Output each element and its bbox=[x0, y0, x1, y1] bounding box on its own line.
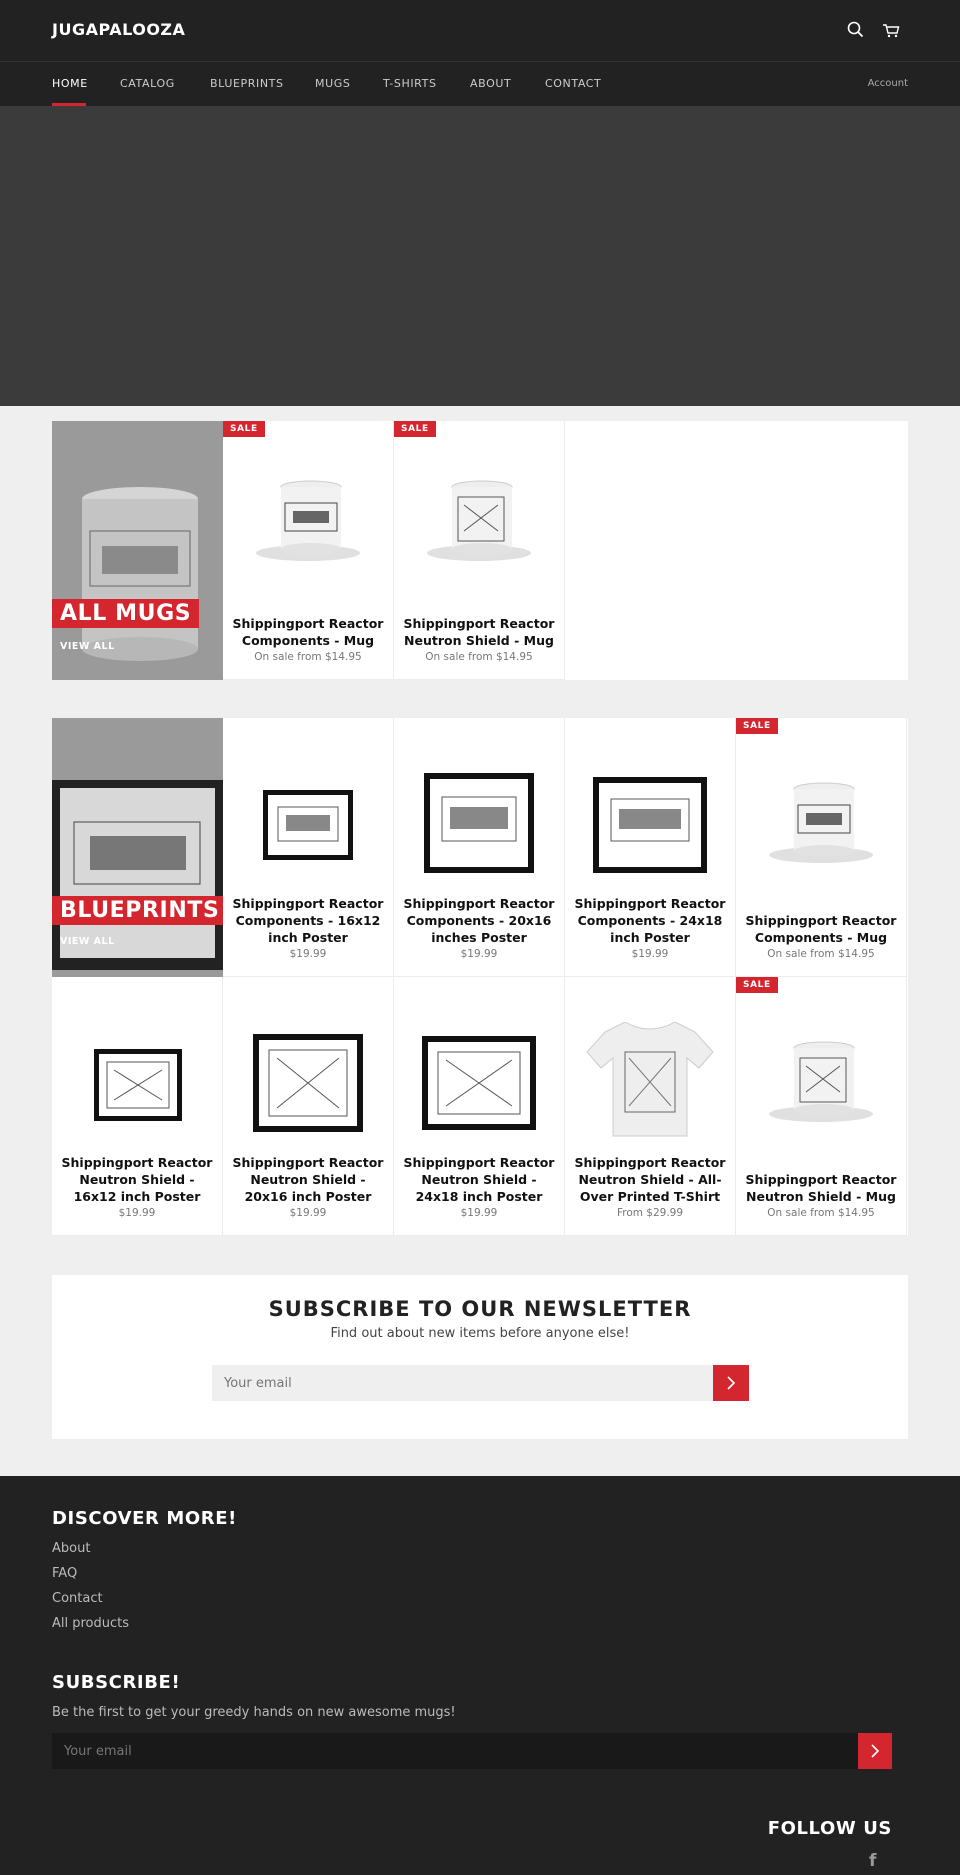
mug-image bbox=[736, 1032, 907, 1162]
poster-image bbox=[394, 1022, 565, 1152]
site-footer bbox=[0, 1476, 960, 1875]
facebook-icon[interactable]: f bbox=[869, 1851, 877, 1871]
product-title[interactable]: Shippingport Reactor Neutron Shield - 16x12 inch Poster bbox=[61, 1155, 213, 1204]
mugs-collection bbox=[52, 421, 908, 680]
nav-tshirts[interactable]: T-SHIRTS bbox=[383, 77, 437, 90]
blueprints-collection bbox=[52, 718, 908, 1236]
blueprints-view-all[interactable]: VIEW ALL bbox=[60, 936, 115, 947]
footer-email-input[interactable] bbox=[52, 1733, 859, 1769]
sale-badge: SALE bbox=[394, 421, 436, 437]
poster-image bbox=[223, 763, 394, 893]
subscribe-title: SUBSCRIBE! bbox=[52, 1672, 181, 1693]
nav-blueprints[interactable]: BLUEPRINTS bbox=[210, 77, 284, 90]
sale-badge: SALE bbox=[736, 718, 778, 734]
nav-contact[interactable]: CONTACT bbox=[545, 77, 602, 90]
mug-image bbox=[736, 773, 907, 903]
product-price: From $29.99 bbox=[616, 1207, 684, 1219]
product-card[interactable] bbox=[223, 977, 394, 1236]
product-price: $19.99 bbox=[289, 948, 327, 960]
newsletter-subtitle: Find out about new items before anyone else! bbox=[330, 1326, 630, 1341]
product-title[interactable]: Shippingport Reactor Neutron Shield - Mug bbox=[745, 1172, 897, 1204]
poster-image bbox=[223, 1022, 394, 1152]
product-card[interactable] bbox=[736, 977, 907, 1236]
nav-catalog[interactable]: CATALOG bbox=[120, 77, 175, 90]
newsletter-title: SUBSCRIBE TO OUR NEWSLETTER bbox=[268, 1297, 692, 1321]
product-card[interactable] bbox=[394, 718, 565, 977]
cart-icon[interactable] bbox=[880, 19, 902, 41]
product-title[interactable]: Shippingport Reactor Components - Mug bbox=[745, 913, 897, 945]
product-title[interactable]: Shippingport Reactor Components - 16x12 inch Poster bbox=[232, 896, 384, 945]
product-price: On sale from $14.95 bbox=[767, 1207, 875, 1219]
chevron-right-icon bbox=[858, 1733, 892, 1769]
poster-image bbox=[565, 763, 736, 893]
product-title[interactable]: Shippingport Reactor Neutron Shield - 20x16 inch Poster bbox=[232, 1155, 384, 1204]
product-card[interactable] bbox=[394, 977, 565, 1236]
subscribe-text: Be the first to get your greedy hands on new awesome mugs! bbox=[52, 1705, 456, 1720]
sale-badge: SALE bbox=[736, 977, 778, 993]
product-card[interactable] bbox=[565, 977, 736, 1236]
product-title[interactable]: Shippingport Reactor Neutron Shield - All-Over Printed T-Shirt bbox=[574, 1155, 726, 1204]
nav-home[interactable]: HOME bbox=[52, 77, 88, 90]
account-link[interactable]: Account bbox=[867, 78, 908, 89]
footer-link-about[interactable]: About bbox=[52, 1541, 91, 1556]
footer-link-faq[interactable]: FAQ bbox=[52, 1566, 78, 1581]
blueprints-feature-tile[interactable] bbox=[52, 718, 223, 977]
discover-title: DISCOVER MORE! bbox=[52, 1508, 237, 1529]
product-title[interactable]: Shippingport Reactor Neutron Shield - Mug bbox=[403, 616, 555, 648]
product-card[interactable] bbox=[394, 421, 565, 680]
search-icon[interactable] bbox=[845, 19, 867, 41]
mug-image bbox=[394, 471, 565, 601]
follow-us-title: FOLLOW US bbox=[767, 1818, 892, 1839]
footer-link-contact[interactable]: Contact bbox=[52, 1591, 103, 1606]
nav-about[interactable]: ABOUT bbox=[470, 77, 512, 90]
product-card[interactable] bbox=[223, 718, 394, 977]
product-card[interactable] bbox=[52, 977, 223, 1236]
product-price: On sale from $14.95 bbox=[254, 651, 362, 663]
mugs-collection-title: ALL MUGS bbox=[52, 599, 199, 628]
product-price: $19.99 bbox=[631, 948, 669, 960]
site-header bbox=[0, 0, 960, 62]
main-nav bbox=[0, 62, 960, 106]
footer-link-all-products[interactable]: All products bbox=[52, 1616, 130, 1631]
tshirt-image bbox=[565, 1022, 736, 1152]
product-title[interactable]: Shippingport Reactor Components - 20x16 inches Poster bbox=[403, 896, 555, 945]
mug-image bbox=[223, 471, 394, 601]
product-card[interactable] bbox=[736, 718, 907, 977]
product-price: $19.99 bbox=[460, 948, 498, 960]
product-price: On sale from $14.95 bbox=[425, 651, 533, 663]
poster-image bbox=[394, 763, 565, 893]
blueprints-collection-title: BLUEPRINTS bbox=[52, 896, 223, 925]
product-price: $19.99 bbox=[289, 1207, 327, 1219]
footer-subscribe-button[interactable] bbox=[858, 1733, 892, 1769]
product-price: $19.99 bbox=[118, 1207, 156, 1219]
product-card[interactable] bbox=[223, 421, 394, 680]
product-price: $19.99 bbox=[460, 1207, 498, 1219]
mugs-view-all[interactable]: VIEW ALL bbox=[60, 641, 115, 652]
product-title[interactable]: Shippingport Reactor Components - 24x18 inch Poster bbox=[574, 896, 726, 945]
product-card[interactable] bbox=[565, 718, 736, 977]
product-title[interactable]: Shippingport Reactor Components - Mug bbox=[232, 616, 384, 648]
nav-mugs[interactable]: MUGS bbox=[315, 77, 351, 90]
newsletter-submit-button[interactable] bbox=[713, 1365, 749, 1401]
chevron-right-icon bbox=[713, 1365, 749, 1401]
poster-image bbox=[52, 1022, 223, 1152]
mugs-feature-tile[interactable] bbox=[52, 421, 223, 680]
product-title[interactable]: Shippingport Reactor Neutron Shield - 24x18 inch Poster bbox=[403, 1155, 555, 1204]
sale-badge: SALE bbox=[223, 421, 265, 437]
product-price: On sale from $14.95 bbox=[767, 948, 875, 960]
hero-banner bbox=[0, 106, 960, 406]
site-logo[interactable]: JUGAPALOOZA bbox=[52, 20, 186, 39]
newsletter-email-input[interactable] bbox=[212, 1365, 714, 1401]
newsletter-section bbox=[52, 1275, 908, 1439]
